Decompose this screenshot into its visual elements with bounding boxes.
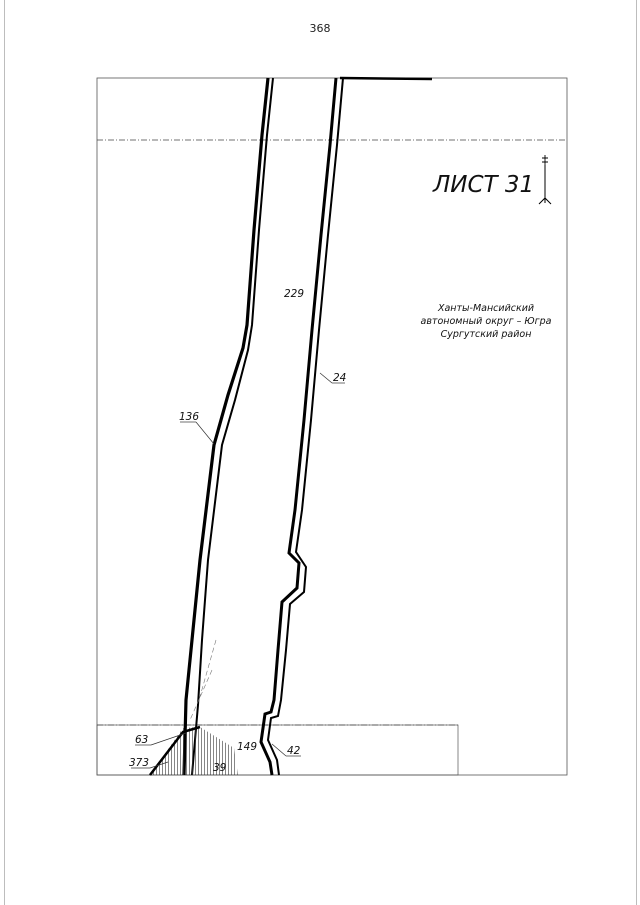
parcel-label-136: 136 xyxy=(179,411,200,423)
corridor-left-outer-line xyxy=(184,78,268,775)
boundary-fragment-top xyxy=(340,78,432,79)
inner-dashed-line-2 xyxy=(190,670,212,720)
sheet-title: ЛИСТ 31 xyxy=(433,172,535,198)
leader-136 xyxy=(196,422,214,444)
corridor-right-outer-line xyxy=(261,78,336,775)
parcel-label-63: 63 xyxy=(135,734,149,746)
parcel-label-42: 42 xyxy=(287,745,301,757)
region-label-line3: Сургутский район xyxy=(440,329,532,340)
parcel-label-149: 149 xyxy=(237,741,258,753)
parcel-label-229: 229 xyxy=(284,288,305,300)
north-arrow-icon xyxy=(539,155,551,204)
region-label-line1: Ханты-Мансийский xyxy=(437,303,535,314)
parcel-label-373: 373 xyxy=(129,757,150,769)
parcel-label-39: 39 xyxy=(213,762,227,774)
corridor-right-inner-line xyxy=(268,78,343,775)
region-label-line2: автономный округ – Югра xyxy=(420,316,552,327)
corridor-left-inner-line xyxy=(192,78,273,775)
page-number: 368 xyxy=(309,22,331,35)
parcel-label-24: 24 xyxy=(333,372,347,384)
leader-24 xyxy=(320,373,332,383)
